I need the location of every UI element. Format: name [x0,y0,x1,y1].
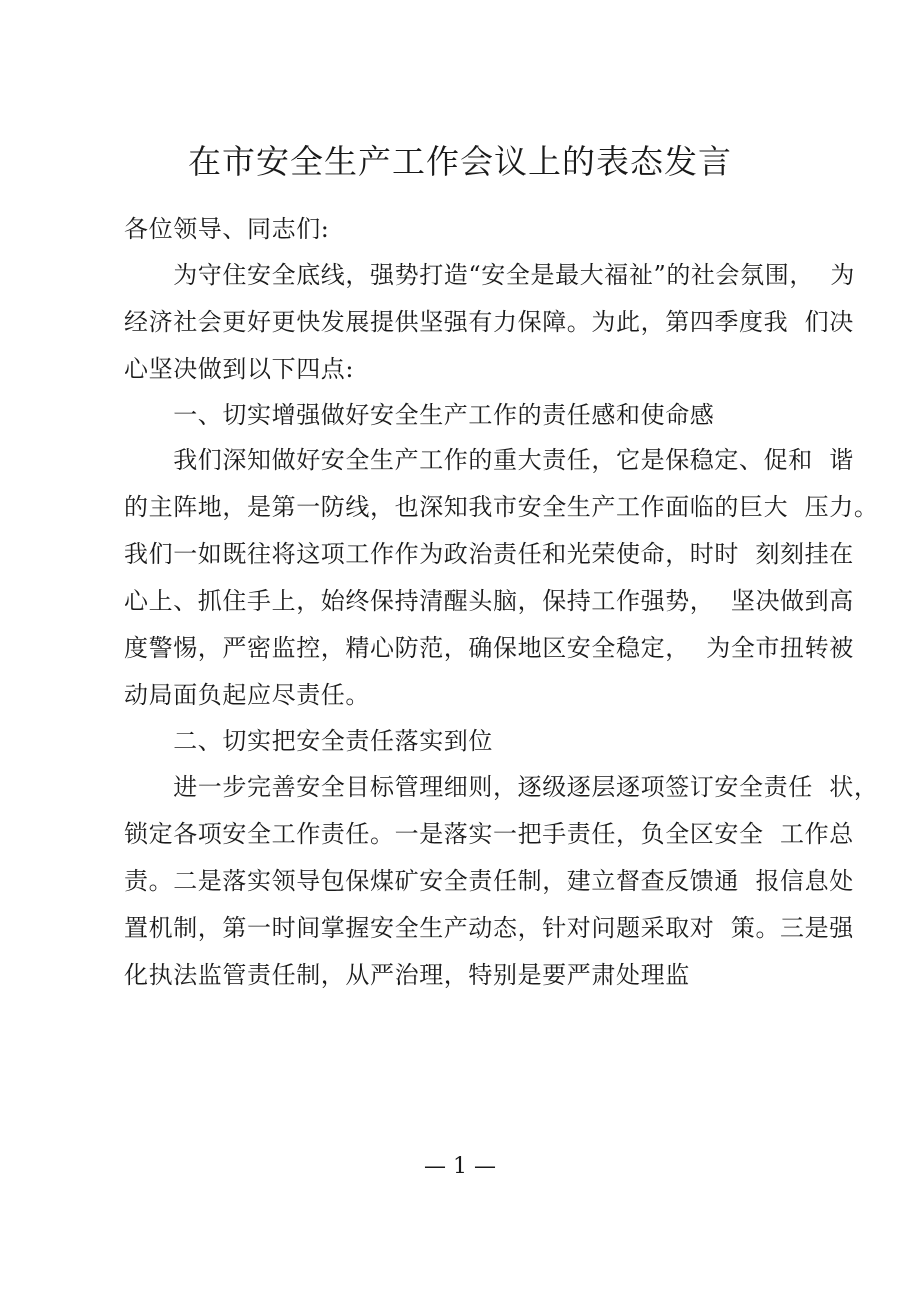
paragraph-line: 我们深知做好安全生产工作的重大责任，它是保稳定、促和 谐 [124,446,854,474]
paragraph-line: 我们一如既往将这项工作作为政治责任和光荣使命，时时 刻刻挂在 [124,540,854,568]
section-heading: 一、切实增强做好安全生产工作的责任感和使命感 [124,401,715,429]
document-title: 在市安全生产工作会议上的表态发言 [188,142,732,181]
paragraph-line: 化执法监管责任制，从严治理，特别是要严肃处理监 [124,961,690,989]
paragraph-line: 经济社会更好更快发展提供坚强有力保障。为此，第四季度我 们决 [124,308,854,336]
paragraph-line: 动局面负起应尽责任。 [124,681,370,709]
paragraph-line: 责。二是落实领导包保煤矿安全责任制，建立督查反馈通 报信息处 [124,867,854,895]
paragraph-line: 心坚决做到以下四点: [124,355,355,383]
paragraph-line: 置机制，第一时间掌握安全生产动态，针对问题采取对 策。三是强 [124,914,854,942]
paragraph-line: 度警惕，严密监控，精心防范，确保地区安全稳定， 为全市扭转被 [124,634,854,662]
paragraph-line: 进一步完善安全目标管理细则，逐级逐层逐项签订安全责任 状， [124,773,879,801]
page-number: — 1 — [424,1154,496,1179]
paragraph-line: 为守住安全底线，强势打造“安全是最大福祉”的社会氛围， 为 [124,261,855,289]
paragraph-line: 心上、抓住手上，始终保持清醒头脑，保持工作强势， 坚决做到高 [124,587,854,615]
paragraph-line: 锁定各项安全工作责任。一是落实一把手责任，负全区安全 工作总 [124,820,854,848]
salutation: 各位领导、同志们: [124,215,330,243]
section-heading: 二、切实把安全责任落实到位 [124,727,493,755]
paragraph-line: 的主阵地，是第一防线，也深知我市安全生产工作面临的巨大 压力。 [124,493,879,521]
